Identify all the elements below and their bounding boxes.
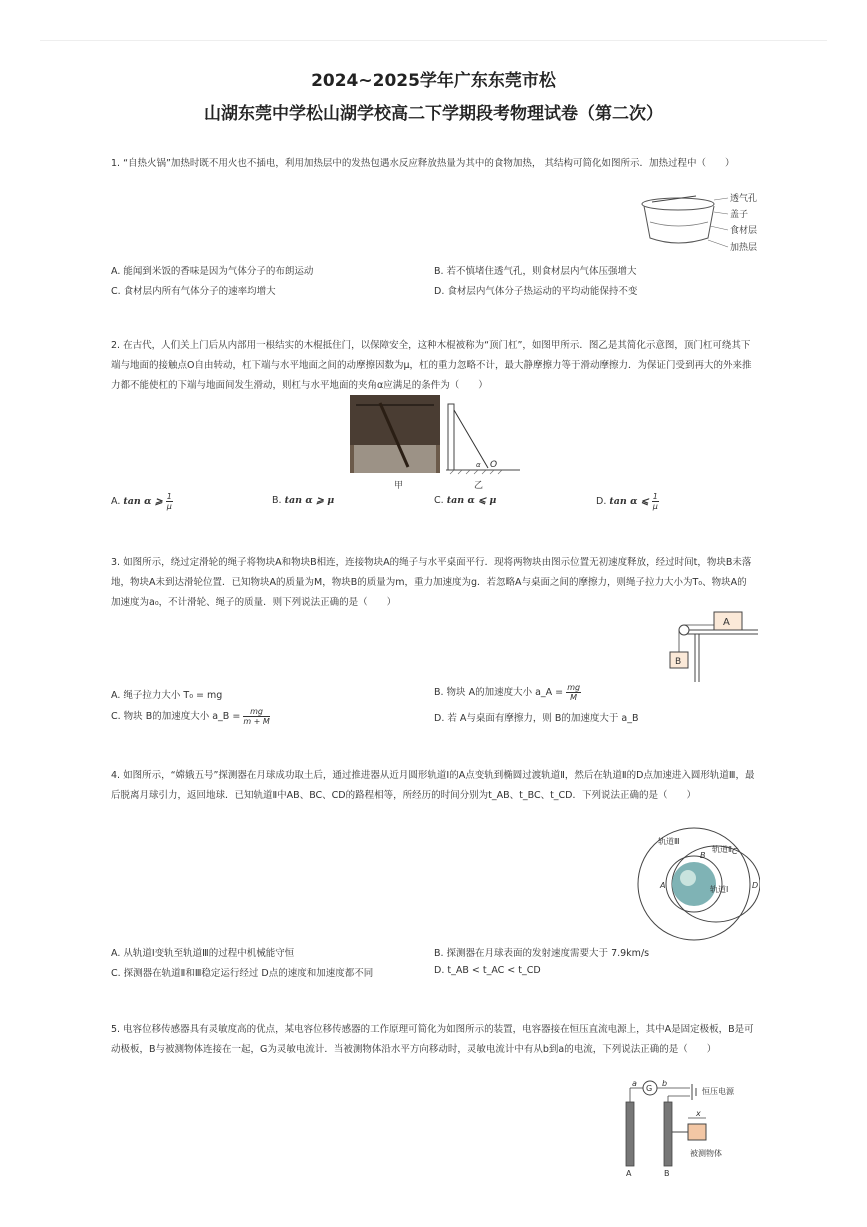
label-measured-object: 被测物体 [690, 1149, 722, 1158]
label-point-b: B [700, 851, 706, 860]
q1-option-c[interactable]: C. 食材层内所有气体分子的速率均增大 [111, 286, 276, 297]
q1-option-d[interactable]: D. 食材层内气体分子热运动的平均动能保持不变 [434, 286, 638, 297]
label-orbit-3: 轨道Ⅲ [658, 837, 680, 846]
capacitor-sensor-diagram [620, 1076, 760, 1176]
question-2-text: 2. 在古代，人们关上门后从内部用一根结实的木棍抵住门，以保障安全，这种木棍被称为“顶门杠”，如图甲所示．图乙是其简化示意图，顶门杠可绕其下端与地面的接触点O自由转动，杠下端与水平地面之间的动摩擦因数为μ，杠的重力忽略不计，最大静摩擦力等于滑动摩擦力．为保证门受到再大的外来推力都不能使杠的下端与地面间发生滑动，则杠与水平地面的夹角α应满足的条件为（ ） [111, 340, 752, 391]
orbit-diagram [628, 826, 760, 944]
label-orbit-2: 轨道Ⅱ [712, 845, 732, 854]
q4-option-a[interactable]: A. 从轨道Ⅰ变轨至轨道Ⅲ的过程中机械能守恒 [111, 948, 295, 959]
q2-option-a[interactable]: A. tan α ⩾ $\frac{1}{\mu}$ [111, 492, 172, 511]
top-divider [40, 40, 827, 41]
q4-option-c[interactable]: C. 探测器在轨道Ⅱ和Ⅲ稳定运行经过 D点的速度和加速度都不同 [111, 968, 374, 979]
label-block-a: A [723, 617, 730, 628]
q1-option-a[interactable]: A. 能闻到米饭的香味是因为气体分子的布朗运动 [111, 266, 314, 277]
label-lid: 盖子 [730, 210, 749, 220]
label-heating-layer: 加热层 [730, 243, 758, 253]
label-alpha: α [476, 461, 481, 469]
door-bar-photo [350, 395, 440, 473]
label-g: G [646, 1084, 653, 1093]
label-plate-a: A [626, 1169, 632, 1176]
q4-option-b[interactable]: B. 探测器在月球表面的发射速度需要大于 7.9km/s [434, 948, 650, 959]
question-3-text: 3. 如图所示，绕过定滑轮的绳子将物块A和物块B相连，连接物块A的绳子与水平桌面平行．现将两物块由图示位置无初速度释放，经过时间t，物块B未落地，物块A未到达滑轮位置．已知物块A的质量为M，物块B的质量为m，重力加速度为g．若忽略A与桌面之间的摩擦力，则绳子拉力大小为T₀、物块A的加速度为a₀，不计滑轮、绳子的质量．则下列说法正确的是（ ） [111, 557, 752, 608]
label-point-c: C [732, 847, 738, 856]
label-jia: 甲 [394, 481, 404, 491]
label-plate-b: B [664, 1169, 670, 1176]
question-1-text: 1. “自热火锅”加热时既不用火也不插电，利用加热层中的发热包遇水反应释放热量为其中的食物加热， 其结构可简化如图所示．加热过程中（ ） [111, 158, 735, 169]
hotpot-diagram [636, 192, 761, 256]
page-title-line2: 山湖东莞中学松山湖学校高二下学期段考物理试卷（第二次） [204, 104, 663, 124]
label-point-d: D [752, 881, 759, 890]
q3-option-c[interactable]: C. 物块 B的加速度大小 a_B = $\frac{mg}{m + M}$ [111, 707, 270, 726]
q4-option-d[interactable]: D. t_AB < t_AC < t_CD [434, 965, 541, 976]
label-block-b: B [675, 657, 682, 667]
label-point-a: A [660, 881, 666, 890]
q1-option-b[interactable]: B. 若不慎堵住透气孔，则食材层内气体压强增大 [434, 266, 637, 277]
q2-option-b[interactable]: B. tan α ⩾ μ [272, 495, 335, 506]
label-yi: 乙 [474, 481, 484, 491]
q3-option-d[interactable]: D. 若 A与桌面有摩擦力，则 B的加速度大于 a_B [434, 713, 639, 724]
label-x: x [696, 1109, 701, 1118]
label-b: b [662, 1079, 668, 1088]
pulley-diagram [664, 608, 760, 682]
question-5-text: 5. 电容位移传感器具有灵敏度高的优点，某电容位移传感器的工作原理可简化为如图所示的装置，电容器接在恒压直流电源上，其中A是固定极板，B是可动极板，B与被测物体连接在一起，G为灵敏电流计．当被测物体沿水平方向移动时，灵敏电流计中有从b到a的电流，下列说法正确的是（ ） [111, 1024, 754, 1055]
q2-option-c[interactable]: C. tan α ⩽ μ [434, 495, 497, 506]
q3-option-b[interactable]: B. 物块 A的加速度大小 a_A = $\frac{mg}{M}$ [434, 683, 581, 702]
label-orbit-1: 轨道Ⅰ [710, 885, 729, 894]
question-4-text: 4. 如图所示，“嫦娥五号”探测器在月球成功取土后，通过推进器从近月圆形轨道Ⅰ的A点变轨到椭圆过渡轨道Ⅱ，然后在轨道Ⅱ的D点加速进入圆形轨道Ⅲ，最后脱离月球引力，返回地球．已知轨道Ⅱ中AB、BC、CD的路程相等，所经历的时间分别为t_AB、t_BC、t_CD．下列说法正确的是（ ） [111, 770, 755, 801]
q3-option-a[interactable]: A. 绳子拉力大小 T₀ = mg [111, 690, 223, 701]
q2-option-d[interactable]: D. tan α ⩽ $\frac{1}{\mu}$ [596, 492, 658, 511]
page-title-line1: 2024~2025学年广东东莞市松 [311, 71, 556, 91]
label-vent: 透气孔 [730, 194, 758, 204]
label-a: a [632, 1079, 637, 1088]
label-food-layer: 食材层 [730, 226, 758, 236]
label-o: O [490, 460, 498, 470]
door-bar-diagram [446, 400, 522, 478]
label-power-supply: 恒压电源 [702, 1087, 734, 1096]
